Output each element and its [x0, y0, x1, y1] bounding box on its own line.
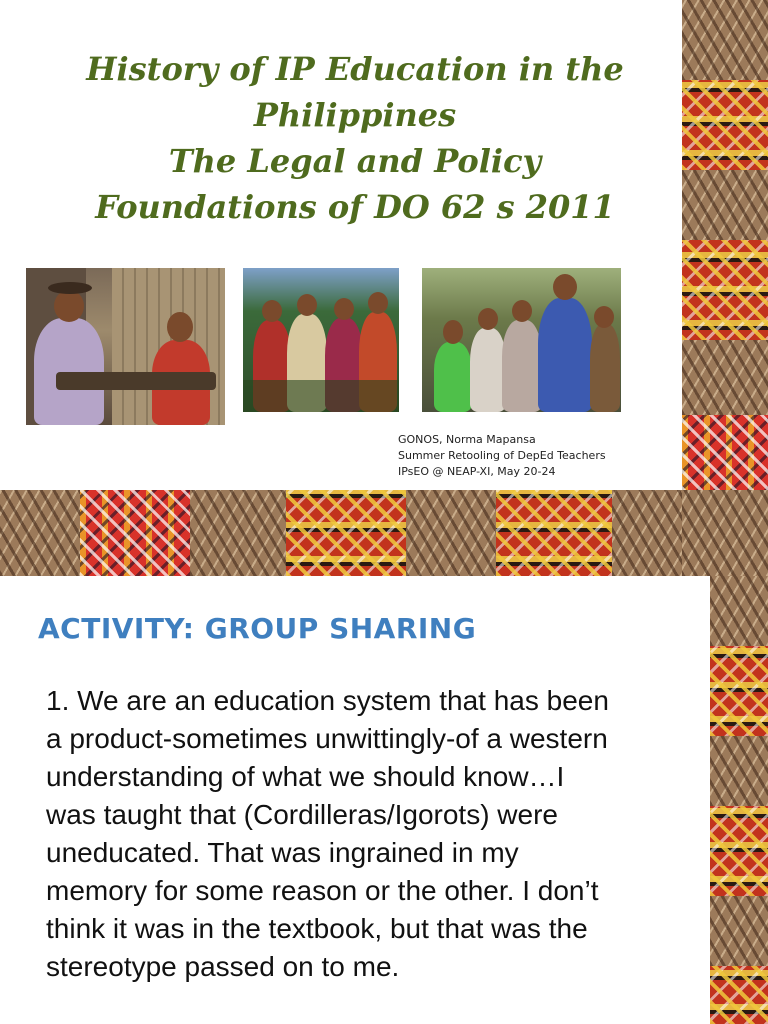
body-line-3: understanding of what we should know…I	[46, 761, 565, 792]
body-line-7: think it was in the textbook, but that was the	[46, 913, 588, 944]
photo-family-group	[422, 268, 621, 412]
body-line-4: was taught that (Cordilleras/Igorots) were	[46, 799, 558, 830]
photo-elders-with-carvings	[26, 268, 225, 425]
title-line-4: Foundations of DO 62 s 2011	[95, 188, 615, 226]
body-line-5: uneducated. That was ingrained in my	[46, 837, 519, 868]
title-line-3: The Legal and Policy	[168, 142, 542, 180]
credit-line-3: IPsEO @ NEAP-XI, May 20-24	[398, 465, 556, 478]
slide-2-heading: ACTIVITY: GROUP SHARING	[38, 612, 477, 645]
slide-2	[0, 576, 768, 1024]
body-line-1: 1. We are an education system that has been	[46, 685, 609, 716]
body-line-2: a product-sometimes unwittingly-of a western	[46, 723, 608, 754]
slide-2-body	[46, 682, 706, 986]
photo-group-traditional-attire	[243, 268, 399, 412]
title-line-1: History of IP Education in the	[86, 50, 624, 88]
credit-line-1: GONOS, Norma Mapansa	[398, 433, 536, 446]
textile-border-bottom	[0, 490, 768, 576]
slide-1-title	[30, 46, 680, 230]
textile-border-right-2	[710, 576, 768, 1024]
presenter-credit	[398, 432, 606, 480]
credit-line-2: Summer Retooling of DepEd Teachers	[398, 449, 606, 462]
body-line-8: stereotype passed on to me.	[46, 951, 400, 982]
title-line-2: Philippines	[253, 96, 457, 134]
body-line-6: memory for some reason or the other. I don’t	[46, 875, 599, 906]
